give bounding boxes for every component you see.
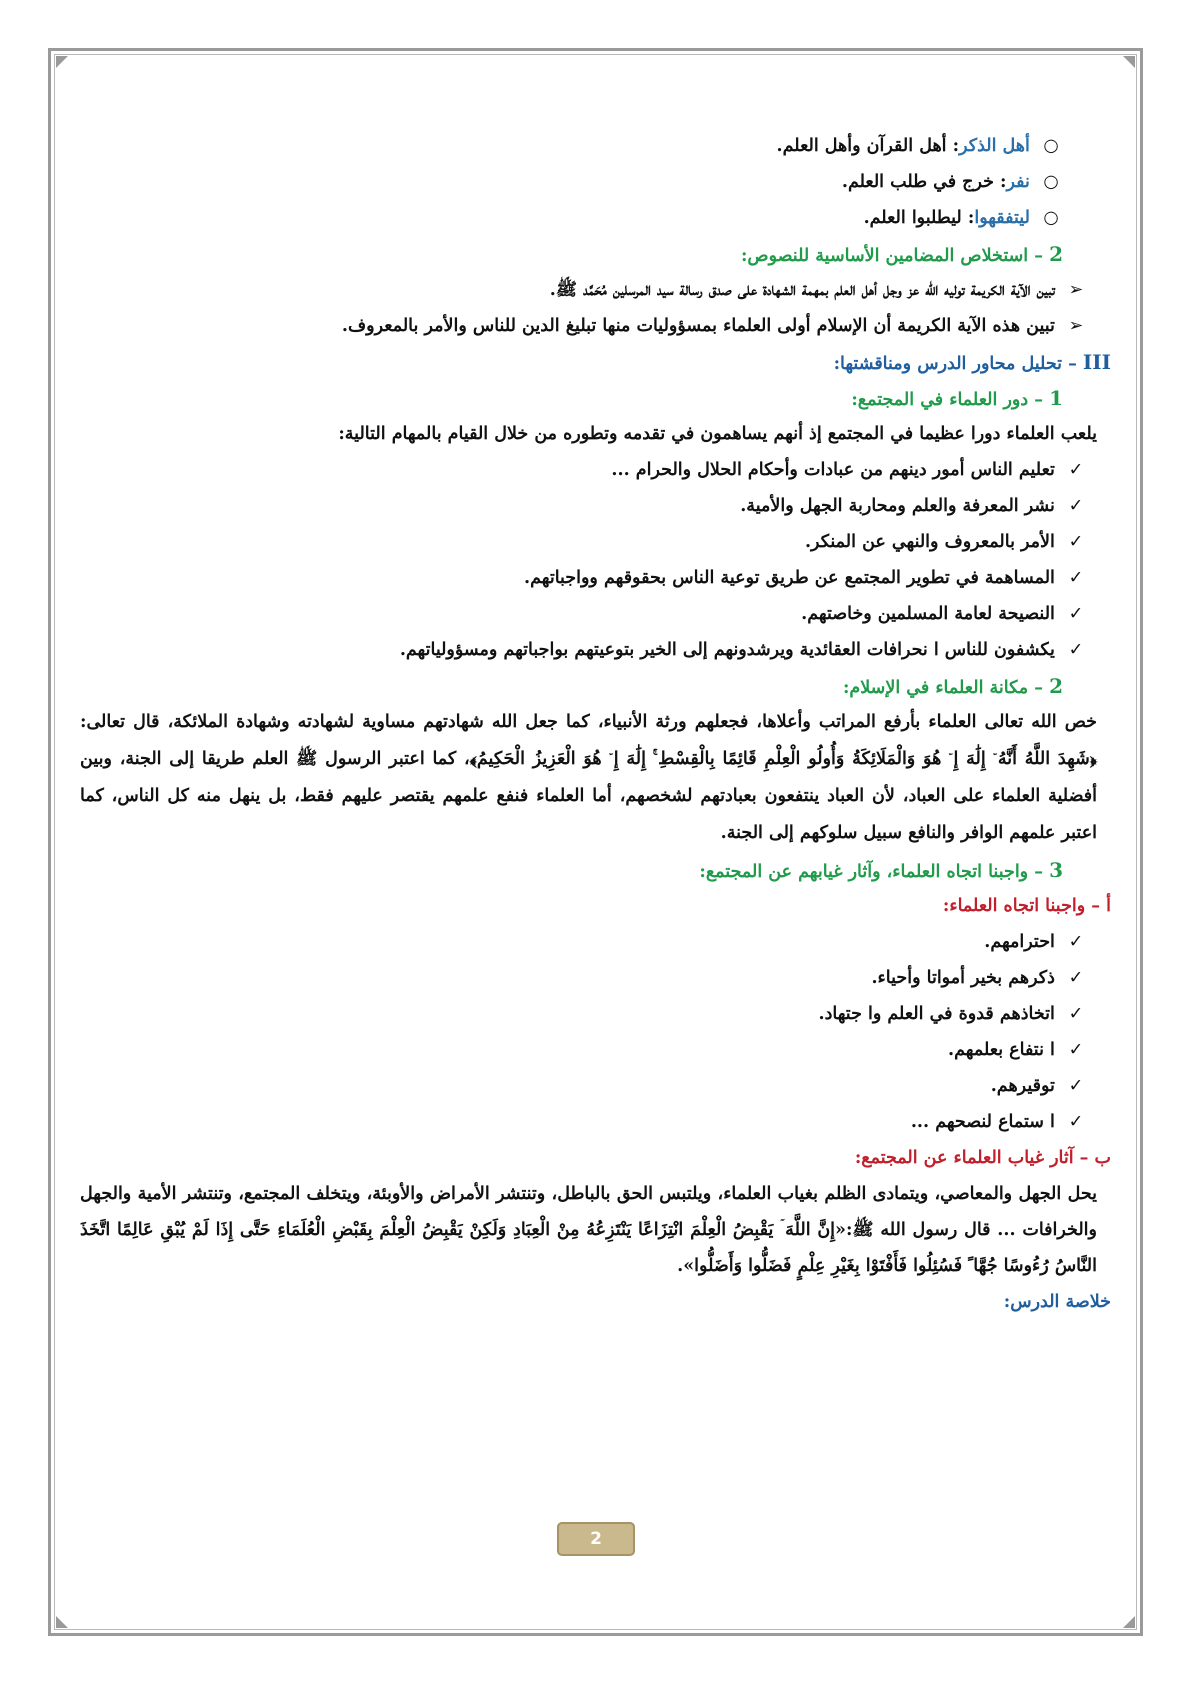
- intro-text: يلعب العلماء دورا عظيما في المجتمع إذ أنهم يساهمون في تقدمه وتطوره من خلال القيام بالمهام التالية:: [338, 424, 1097, 444]
- section-heading: 2 – استخلاص المضامين الأساسية للنصوص:: [740, 242, 1063, 266]
- checkmark-icon: ✓: [1068, 932, 1084, 952]
- check-item: ✓ تعليم الناس أمور دينهم من عبادات وأحكام الحلال والحرام ...: [80, 452, 1111, 488]
- subsection-heading: 1 – دور العلماء في المجتمع:: [851, 386, 1063, 410]
- definition-text: : أهل القرآن وأهل العلم.: [776, 136, 960, 156]
- check-item: ✓ احترامهم.: [80, 924, 1111, 960]
- check-item: ✓ توقيرهم.: [80, 1068, 1111, 1104]
- corner-ornament: [56, 1616, 68, 1628]
- definition-term: أهل الذكر: [959, 136, 1030, 156]
- definition-term: نفر: [1006, 172, 1030, 192]
- definition-item: [80, 128, 1111, 164]
- subheading-a: أ – واجبنا اتجاه العلماء:: [942, 896, 1111, 916]
- check-item: ✓ ا ستماع لنصحهم ...: [80, 1104, 1111, 1140]
- document-body: [80, 128, 1111, 1320]
- check-item: ✓ النصيحة لعامة المسلمين وخاصتهم.: [80, 596, 1111, 632]
- paragraph: يحل الجهل والمعاصي، ويتمادى الظلم بغياب العلماء، ويلتبس الحق بالباطل، وتنتشر الأمراض والأوبئة، ويتخلف المجتمع، وتنتشر الأمية والجهل والخرافات ... قال رسول الله ﷺ:«إِنَّ اللَّهَ ۤ يَقْبِضُ الْعِلْمَ انْتِزَاعًا يَنْتَزِعُهُ مِنْ الْعِبَادِ وَلَكِنْ يَقْبِضُ الْعِلْمَ بِقَبْضِ الْعُلَمَاءِ حَتَّى إِذَا لَمْ يُبْقِ عَالِمًا اتَّخَذَ النَّاسُ رُءُوسًا جُهَّا ً فَسُئِلُوا فَأَفْتَوْا بِغَيْرِ عِلْمٍ فَضَلُّوا وَأَضَلُّوا».: [80, 1184, 1097, 1276]
- definition-term: ليتفقهوا: [974, 208, 1030, 228]
- subheading-b: ب – آثار غياب العلماء عن المجتمع:: [854, 1148, 1111, 1168]
- list-item: ➢ تبين هذه الآية الكريمة أن الإسلام أولى العلماء بمسؤوليات منها تبليغ الدين للناس والأمر بالمعروف.: [80, 308, 1111, 344]
- paragraph: خص الله تعالى العلماء بأرفع المراتب وأعلاها، فجعلهم ورثة الأنبياء، كما جعل الله شهادتهم مساوية لشهادته وشهادة الملائكة، قال تعالى: ﴿شَهِدَ اللَّهُ أَنَّهُ ۤ إِلَٰهَ إِ ۤ هُوَ وَالْمَلَائِكَةُ وَأُولُو الْعِلْمِ قَائِمًا بِالْقِسْطِ ۚ إِلَٰهَ إِ ۤ هُوَ الْعَزِيزُ الْحَكِيمُ﴾، كما اعتبر الرسول ﷺ العلم طريقا إلى الجنة، وبين أفضلية العلماء على العباد، لأن العباد ينتفعون بعبادتهم لشخصهم، أما العلماء فنفع علمهم يقتصر عليهم فقط، بل ينهل منه كل الناس، كما اعتبر علمهم الوافر والنافع سبيل سلوكهم إلى الجنة.: [80, 712, 1097, 843]
- circle-bullet-icon: ○: [1043, 172, 1059, 192]
- list-item: ➢ تبين الآية الكريمة توليه الله عز وجل أهل العلم بمهمة الشهادة على صدق رسالة سيد المرسلين مُحَمَّد ﷺ.: [80, 272, 1111, 308]
- checkmark-icon: ✓: [1068, 1112, 1084, 1132]
- corner-ornament: [1123, 56, 1135, 68]
- page-number: 2: [557, 1522, 635, 1556]
- checkmark-icon: ✓: [1068, 968, 1084, 988]
- circle-bullet-icon: ○: [1043, 136, 1059, 156]
- subsection-heading: 2 – مكانة العلماء في الإسلام:: [842, 674, 1063, 698]
- definition-item: [80, 200, 1111, 236]
- corner-ornament: [56, 56, 68, 68]
- checkmark-icon: ✓: [1068, 496, 1084, 516]
- checkmark-icon: ✓: [1068, 604, 1084, 624]
- section-heading: III – تحليل محاور الدرس ومناقشتها:: [833, 350, 1111, 374]
- subsection-heading: 3 – واجبنا اتجاه العلماء، وآثار غيابهم عن المجتمع:: [699, 858, 1063, 882]
- circle-bullet-icon: ○: [1043, 208, 1059, 228]
- definition-item: [80, 164, 1111, 200]
- checkmark-icon: ✓: [1068, 1004, 1084, 1024]
- check-item: ✓ نشر المعرفة والعلم ومحاربة الجهل والأمية.: [80, 488, 1111, 524]
- definition-text: : خرج في طلب العلم.: [841, 172, 1007, 192]
- checkmark-icon: ✓: [1068, 568, 1084, 588]
- checkmark-icon: ✓: [1068, 1076, 1084, 1096]
- arrow-bullet-icon: ➢: [1068, 280, 1084, 300]
- check-item: ✓ يكشفون للناس ا نحرافات العقائدية ويرشدونهم إلى الخير بتوعيتهم بواجباتهم ومسؤولياتهم.: [80, 632, 1111, 668]
- check-item: ✓ المساهمة في تطوير المجتمع عن طريق توعية الناس بحقوقهم وواجباتهم.: [80, 560, 1111, 596]
- checkmark-icon: ✓: [1068, 532, 1084, 552]
- summary-heading: خلاصة الدرس:: [1003, 1292, 1111, 1312]
- corner-ornament: [1123, 1616, 1135, 1628]
- checkmark-icon: ✓: [1068, 1040, 1084, 1060]
- definition-text: : ليطلبوا العلم.: [863, 208, 975, 228]
- check-item: ✓ ذكرهم بخير أمواتا وأحياء.: [80, 960, 1111, 996]
- checkmark-icon: ✓: [1068, 460, 1084, 480]
- check-item: ✓ ا نتفاع بعلمهم.: [80, 1032, 1111, 1068]
- check-item: ✓ اتخاذهم قدوة في العلم وا جتهاد.: [80, 996, 1111, 1032]
- checkmark-icon: ✓: [1068, 640, 1084, 660]
- check-item: ✓ الأمر بالمعروف والنهي عن المنكر.: [80, 524, 1111, 560]
- arrow-bullet-icon: ➢: [1068, 316, 1084, 336]
